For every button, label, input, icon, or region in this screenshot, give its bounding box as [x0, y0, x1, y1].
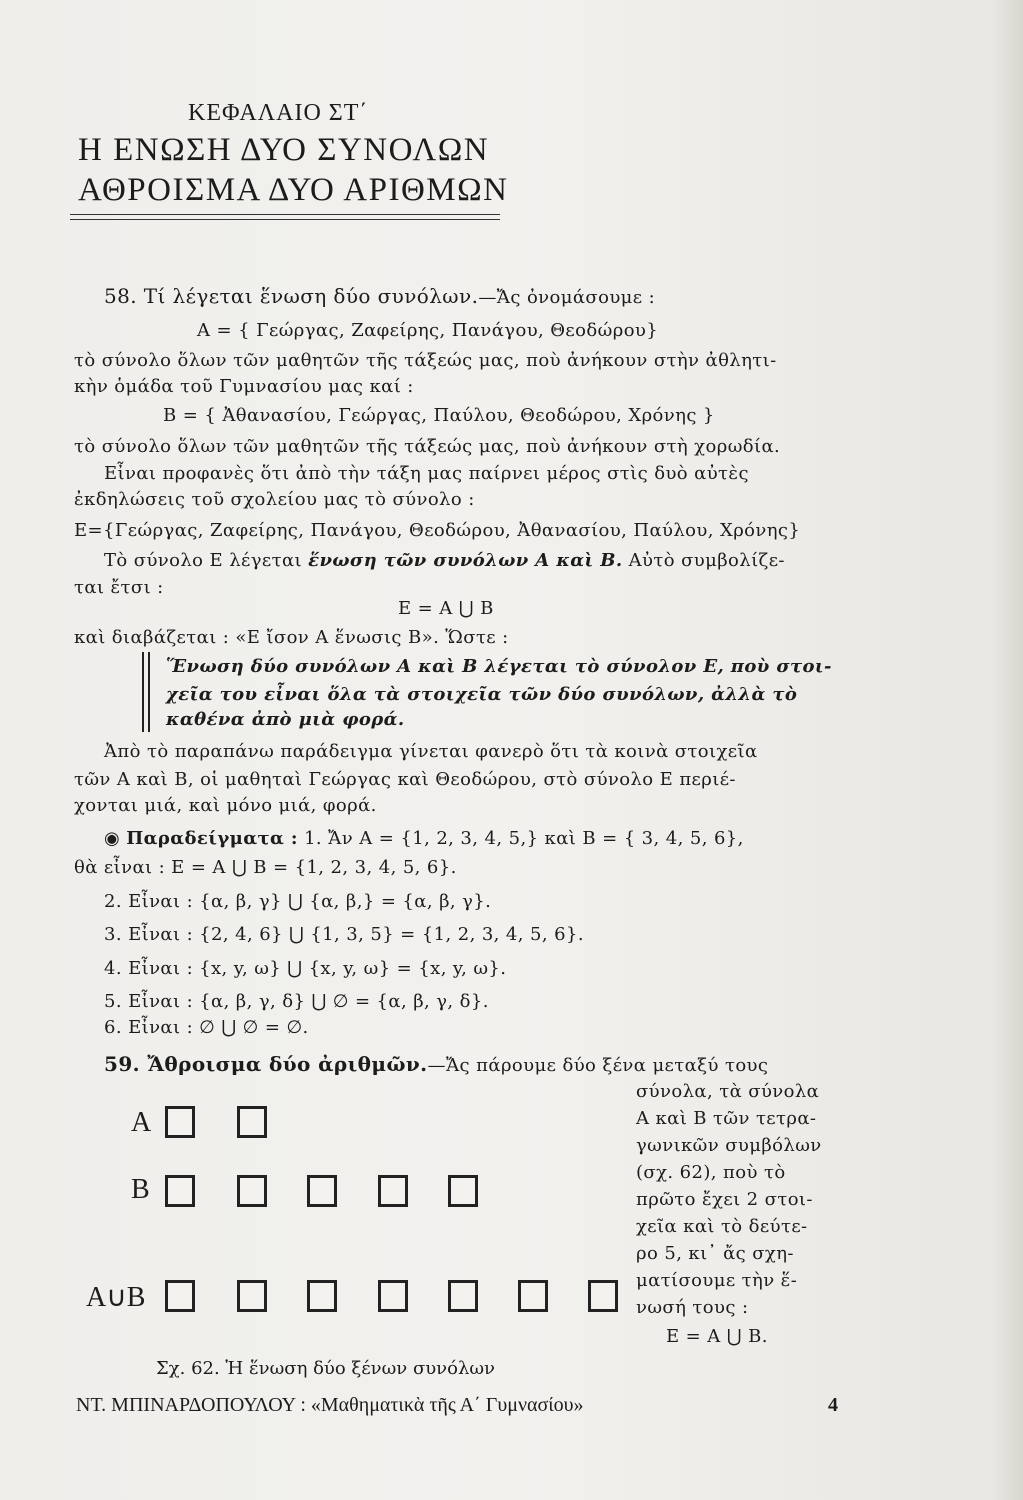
title-rule-bottom	[70, 219, 500, 220]
set-a-label: A	[131, 1107, 152, 1138]
paragraph-line: χονται μιά, καὶ μόνο μιά, φορά.	[74, 795, 377, 816]
section-58-intro: —Ἄς ὀνομάσουμε :	[478, 287, 656, 308]
set-b-square	[378, 1175, 408, 1207]
set-b-square	[165, 1175, 195, 1207]
section-58-title: 58. Τί λέγεται ἕνωση δύο συνόλων.	[104, 284, 479, 308]
figure-caption: Σχ. 62. Ἡ ἕνωση δύο ξένων συνόλων	[156, 1358, 495, 1379]
example-line: θὰ εἶναι : E = A ⋃ B = {1, 2, 3, 4, 5, 6}.	[74, 857, 457, 878]
set-e-definition: E={Γεώργας, Ζαφείρης, Πανάγου, Θεοδώρου, Ἀθανασίου, Παύλου, Χρόνης}	[74, 520, 801, 541]
definition-bar-left	[142, 652, 144, 732]
definition-line: καθένα ἀπὸ μιὰ φορά.	[166, 709, 405, 730]
examples-heading: ◉ Παραδείγματα : 1. Ἄν A = {1, 2, 3, 4, 5,} καὶ B = { 3, 4, 5, 6},	[104, 828, 744, 849]
section-59-title: 59. Ἄθροισμα δύο ἀριθμῶν.	[104, 1052, 428, 1076]
paragraph-line: Εἶναι προφανὲς ὅτι ἀπὸ τὴν τάξη μας παίρνει μέρος στὶς δυὸ αὐτὲς	[104, 463, 749, 484]
side-text-line: χεῖα καὶ τὸ δεύτε-	[636, 1216, 808, 1237]
example-line: 4. Εἶναι : {x, y, ω} ⋃ {x, y, ω} = {x, y, ω}.	[104, 958, 507, 979]
definition-line: χεῖα του εἶναι ὅλα τὰ στοιχεῖα τῶν δύο συνόλων, ἀλλὰ τὸ	[166, 684, 798, 705]
side-text-line: (σχ. 62), ποὺ τὸ	[636, 1162, 786, 1183]
section-59-heading	[104, 1052, 768, 1076]
paragraph-line: ται ἔτσι :	[74, 577, 164, 598]
side-text-line: σύνολα, τὰ σύνολα	[636, 1081, 820, 1102]
union-square	[448, 1280, 478, 1312]
set-a-definition: A = { Γεώργας, Ζαφείρης, Πανάγου, Θεοδώρου}	[197, 320, 659, 341]
paragraph-line: καὶ διαβάζεται : «E ἴσον A ἕνωσις B». Ὥστε :	[74, 627, 509, 648]
paragraph-line: κὴν ὁμάδα τοῦ Γυμνασίου μας καί :	[74, 376, 414, 397]
example-line: 3. Εἶναι : {2, 4, 6} ⋃ {1, 3, 5} = {1, 2, 3, 4, 5, 6}.	[104, 924, 584, 945]
union-square	[378, 1280, 408, 1312]
section-59-intro: —Ἄς πάρουμε δύο ξένα μεταξύ τους	[427, 1055, 769, 1076]
union-square	[165, 1280, 195, 1312]
chapter-title-line-2: ΑΘΡΟΙΣΜΑ ΔΥΟ ΑΡΙΘΜΩΝ	[78, 172, 509, 208]
set-a-square	[237, 1106, 267, 1138]
set-b-label: B	[131, 1174, 150, 1205]
side-text-line: A καὶ B τῶν τετρα-	[636, 1108, 817, 1129]
side-text-line: ματίσουμε τὴν ἕ-	[636, 1270, 798, 1291]
union-square	[307, 1280, 337, 1312]
title-rule-top	[70, 214, 500, 215]
set-b-square	[448, 1175, 478, 1207]
example-line: 6. Εἶναι : ∅ ⋃ ∅ = ∅.	[104, 1017, 309, 1038]
definition-line: Ἕνωση δύο συνόλων A καὶ B λέγεται τὸ σύνολον E, ποὺ στοι-	[166, 656, 832, 677]
union-square	[518, 1280, 548, 1312]
chapter-title-line-1: Η ΕΝΩΣΗ ΔΥΟ ΣΥΝΟΛΩΝ	[78, 132, 490, 168]
page-number: 4	[828, 1394, 838, 1416]
paragraph-line: Τὸ σύνολο E λέγεται ἕνωση τῶν συνόλων A καὶ B. Αὐτὸ συμβολίζε-	[104, 550, 785, 571]
set-union-label: A∪B	[86, 1282, 146, 1313]
paragraph-line: Ἀπὸ τὸ παραπάνω παράδειγμα γίνεται φανερὸ ὅτι τὰ κοινὰ στοιχεῖα	[104, 741, 758, 762]
paragraph-line: τὸ σύνολο ὅλων τῶν μαθητῶν τῆς τάξεώς μας, ποὺ ἀνήκουν στὴν ἀθλητι-	[74, 350, 777, 371]
footer-source: ΝΤ. ΜΠΙΝΑΡΔΟΠΟΥΛΟΥ : «Μαθηματικὰ τῆς Α΄ Γυμνασίου»	[76, 1394, 584, 1416]
chapter-label: ΚΕΦΑΛΑΙΟ ΣΤ΄	[188, 100, 369, 126]
side-text-line: νωσή τους :	[636, 1297, 749, 1318]
paragraph-line: τὸ σύνολο ὅλων τῶν μαθητῶν τῆς τάξεώς μας, ποὺ ἀνήκουν στὴ χορωδία.	[74, 436, 781, 457]
set-b-definition: B = { Ἀθανασίου, Γεώργας, Παύλου, Θεοδώρου, Χρόνης }	[163, 405, 715, 426]
bullet-icon: ◉	[104, 828, 127, 849]
definition-bar-right	[148, 652, 150, 732]
example-line: 5. Εἶναι : {α, β, γ, δ} ⋃ ∅ = {α, β, γ, δ}.	[104, 991, 489, 1012]
union-square	[588, 1280, 618, 1312]
section-58-heading	[104, 284, 655, 308]
example-line: 2. Εἶναι : {α, β, γ} ⋃ {α, β,} = {α, β, γ}.	[104, 891, 492, 912]
union-formula: E = A ⋃ B	[398, 598, 494, 619]
paragraph-line: ἐκδηλώσεις τοῦ σχολείου μας τὸ σύνολο :	[74, 489, 475, 510]
side-text-line: γωνικῶν συμβόλων	[636, 1135, 822, 1156]
side-text-line: πρῶτο ἔχει 2 στοι-	[636, 1189, 813, 1210]
set-a-square	[165, 1106, 195, 1138]
union-square	[237, 1280, 267, 1312]
set-b-square	[307, 1175, 337, 1207]
paragraph-line: τῶν A καὶ B, οἱ μαθηταὶ Γεώργας καὶ Θεοδώρου, στὸ σύνολο E περιέ-	[74, 769, 736, 790]
set-b-square	[237, 1175, 267, 1207]
side-text-line: ρο 5, κι᾽ ἄς σχη-	[636, 1243, 794, 1264]
side-formula: E = A ⋃ B.	[666, 1326, 768, 1347]
